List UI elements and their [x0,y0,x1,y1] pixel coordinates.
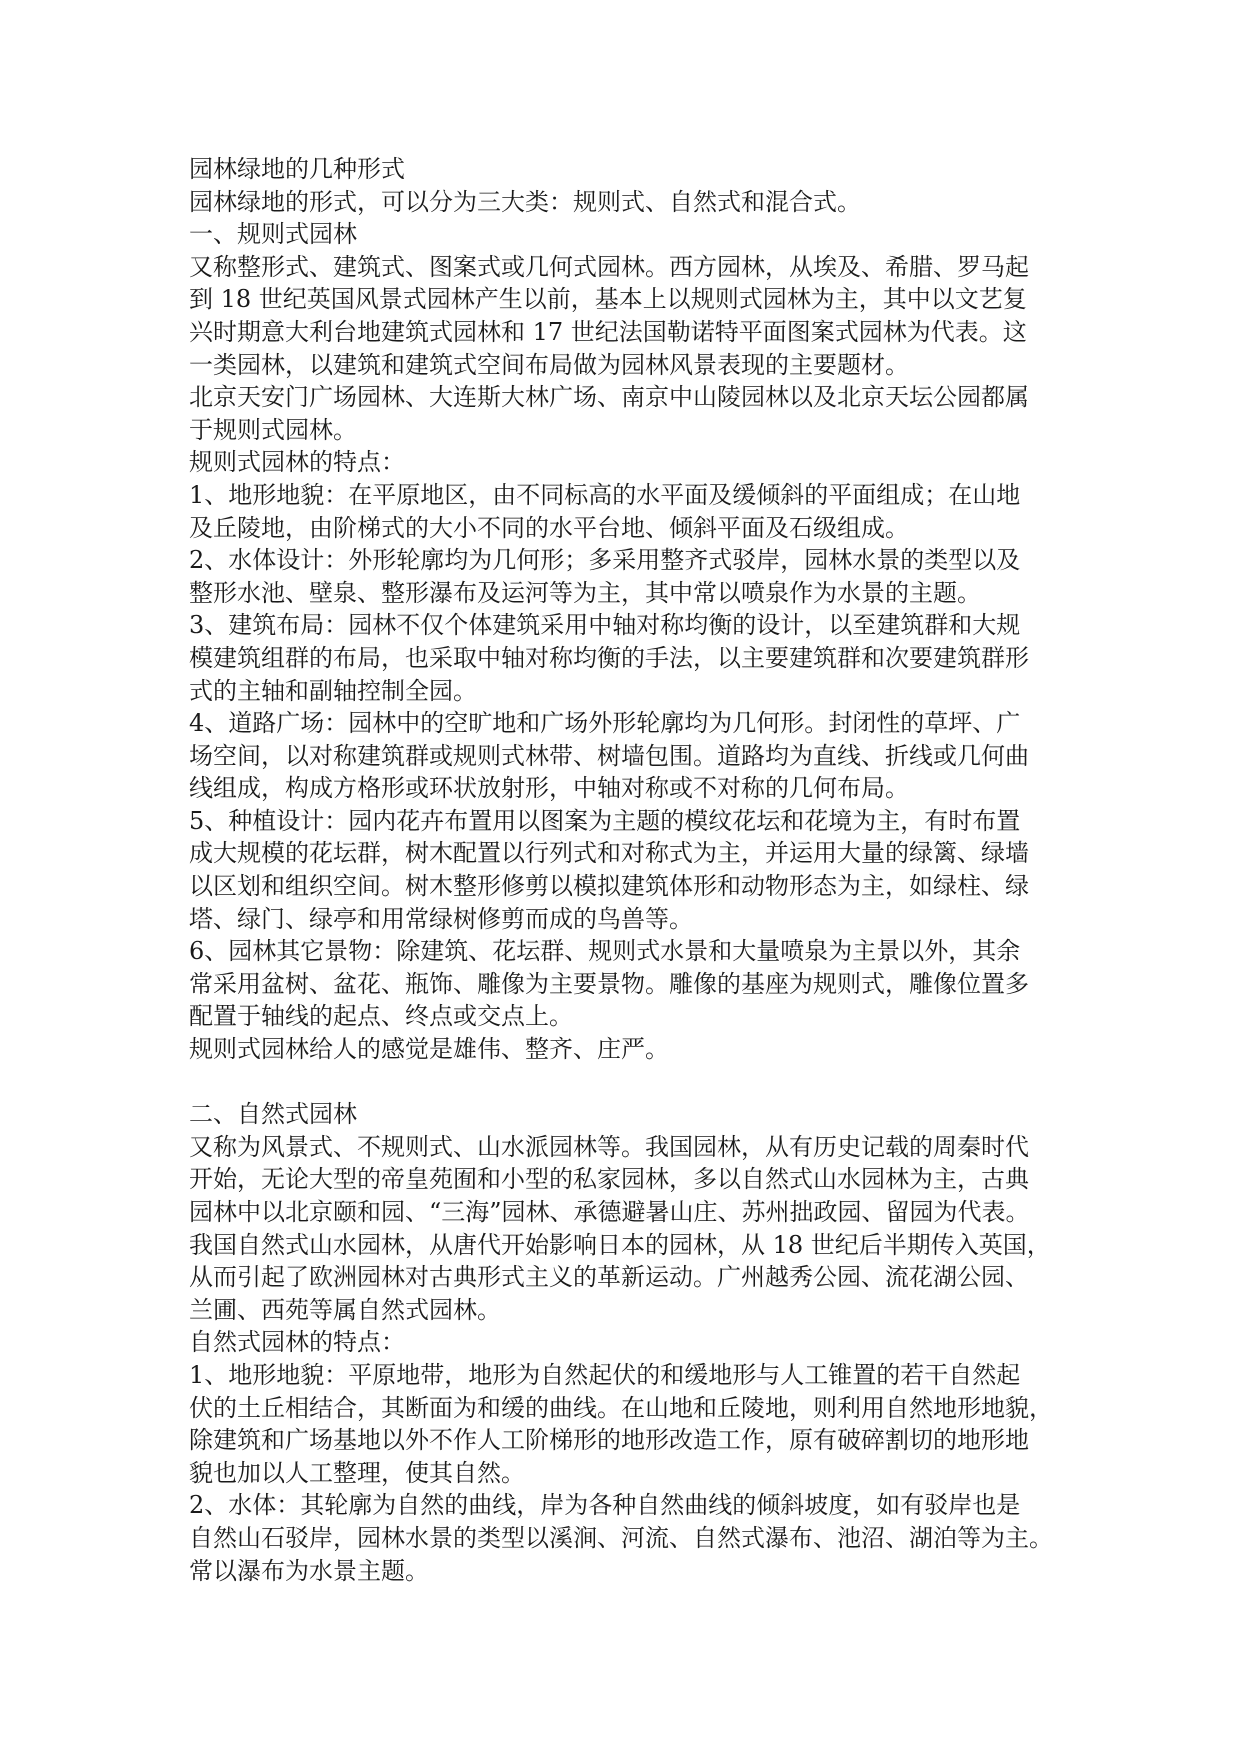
paragraph [189,1489,1089,1587]
paragraph [189,609,1089,707]
text-line: 貌也加以人工整理，使其自然。 [189,1458,525,1487]
text-line: 4、道路广场：园林中的空旷地和广场外形轮廓均为几何形。封闭性的草坪、广 [189,709,1021,738]
text-line: 又称为风景式、不规则式、山水派园林等。我国园林，从有历史记载的周秦时代 [189,1132,1029,1161]
text-line: 规则式园林的特点： [189,448,405,477]
text-line: 塔、绿门、绿亭和用常绿树修剪而成的鸟兽等。 [189,904,693,933]
text-line: 3、建筑布局：园林不仅个体建筑采用中轴对称均衡的设计，以至建筑群和大规 [189,611,1021,640]
text-line: 园林绿地的几种形式 [189,155,405,183]
text-line: 兴时期意大利台地建筑式园林和 17 世纪法国勒诺特平面图案式园林为代表。这 [189,317,1027,346]
text-line: 规则式园林给人的感觉是雄伟、整齐、庄严。 [189,1035,669,1064]
paragraph [189,544,1089,609]
paragraph [189,381,1089,446]
paragraph [189,1131,1089,1327]
paragraph [189,935,1089,1033]
text-line: 成大规模的花坛群，树木配置以行列式和对称式为主，并运用大量的绿篱、绿墙 [189,839,1029,868]
text-line: 又称整形式、建筑式、图案式或几何式园林。西方园林，从埃及、希腊、罗马起 [189,252,1029,281]
text-line: 常采用盆树、盆花、瓶饰、雕像为主要景物。雕像的基座为规则式，雕像位置多 [189,969,1029,998]
text-line: 除建筑和广场基地以外不作人工阶梯形的地形改造工作，原有破碎割切的地形地 [189,1426,1029,1455]
text-line: 场空间，以对称建筑群或规则式林带、树墙包围。道路均为直线、折线或几何曲 [189,741,1029,770]
text-line: 模建筑组群的布局，也采取中轴对称均衡的手法，以主要建筑群和次要建筑群形 [189,643,1029,672]
text-line: 6、园林其它景物：除建筑、花坛群、规则式水景和大量喷泉为主景以外，其余 [189,937,1021,966]
text-line: 以区划和组织空间。树木整形修剪以模拟建筑体形和动物形态为主，如绿柱、绿 [189,872,1029,901]
text-line: 北京天安门广场园林、大连斯大林广场、南京中山陵园林以及北京天坛公园都属 [189,383,1029,412]
paragraph [189,805,1089,935]
section-heading [189,218,1089,251]
text-line: 2、水体：其轮廓为自然的曲线，岸为各种自然曲线的倾斜坡度，如有驳岸也是 [189,1491,1021,1520]
text-line: 线组成，构成方格形或环状放射形，中轴对称或不对称的几何布局。 [189,774,909,803]
blank-line [189,1066,1089,1099]
paragraph [189,1326,1089,1359]
text-line: 1、地形地貌：在平原地区，由不同标高的水平面及缓倾斜的平面组成；在山地 [189,480,1021,509]
document-body [189,153,1089,1587]
text-line: 我国自然式山水园林，从唐代开始影响日本的园林，从 18 世纪后半期传入英国， [189,1230,1051,1259]
paragraph [189,186,1089,219]
text-line: 及丘陵地，由阶梯式的大小不同的水平台地、倾斜平面及石级组成。 [189,513,909,542]
text-line: 一类园林，以建筑和建筑式空间布局做为园林风景表现的主要题材。 [189,350,909,379]
text-line: 配置于轴线的起点、终点或交点上。 [189,1002,573,1031]
paragraph [189,1359,1089,1489]
text-line: 5、种植设计：园内花卉布置用以图案为主题的模纹花坛和花境为主，有时布置 [189,806,1021,835]
text-line: 自然式园林的特点： [189,1328,405,1357]
text-line: 一、规则式园林 [189,220,357,249]
text-line: 到 18 世纪英国风景式园林产生以前，基本上以规则式园林为主，其中以文艺复 [189,285,1027,314]
paragraph [189,707,1089,805]
text-line: 于规则式园林。 [189,415,357,444]
paragraph [189,446,1089,479]
document-title [189,153,1089,186]
text-line: 园林绿地的形式，可以分为三大类：规则式、自然式和混合式。 [189,187,861,216]
text-line: 式的主轴和副轴控制全园。 [189,676,477,705]
text-line: 从而引起了欧洲园林对古典形式主义的革新运动。广州越秀公园、流花湖公园、 [189,1263,1029,1292]
paragraph [189,251,1089,381]
text-line: 1、地形地貌：平原地带，地形为自然起伏的和缓地形与人工锥置的若干自然起 [189,1360,1021,1389]
paragraph [189,1033,1089,1066]
text-line: 园林中以北京颐和园、“三海”园林、承德避暑山庄、苏州拙政园、留园为代表。 [189,1198,1030,1226]
text-line: 开始，无论大型的帝皇苑囿和小型的私家园林，多以自然式山水园林为主，古典 [189,1165,1029,1194]
text-line: 二、自然式园林 [189,1100,357,1129]
text-line: 兰圃、西苑等属自然式园林。 [189,1295,501,1324]
text-line: 2、水体设计：外形轮廓均为几何形；多采用整齐式驳岸，园林水景的类型以及 [189,546,1021,575]
text-line: 伏的土丘相结合，其断面为和缓的曲线。在山地和丘陵地，则利用自然地形地貌， [189,1393,1053,1422]
text-line: 常以瀑布为水景主题。 [189,1556,429,1585]
paragraph [189,479,1089,544]
text-line: 整形水池、壁泉、整形瀑布及运河等为主，其中常以喷泉作为水景的主题。 [189,578,981,607]
section-heading [189,1098,1089,1131]
text-line: 自然山石驳岸，园林水景的类型以溪涧、河流、自然式瀑布、池沼、湖泊等为主。 [189,1523,1053,1552]
